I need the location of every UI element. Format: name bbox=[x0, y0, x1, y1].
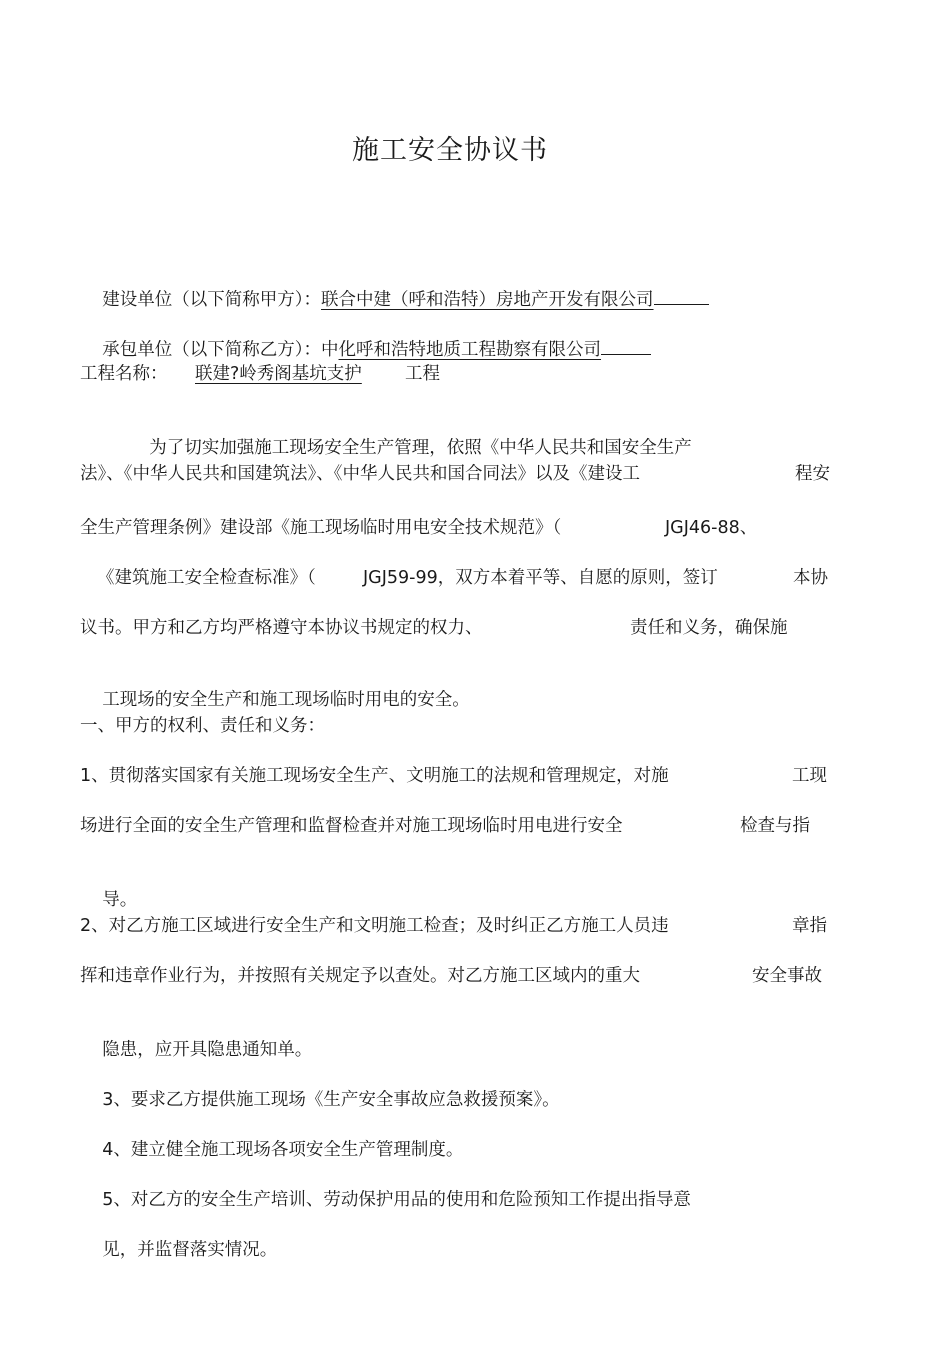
party-b-value: 化呼和浩特地质工程勘察有限公司 bbox=[338, 340, 602, 360]
intro-text: 全生产管理条例》建设部《施工现场临时用电安全技术规范》（ bbox=[80, 518, 562, 538]
intro-text: 法》、《中华人民共和国建筑法》、《中华人民共和国合同法》以及《建设工 bbox=[80, 464, 640, 484]
clause-line bbox=[80, 814, 840, 910]
party-b-label: 承包单位（以下简称乙方）： bbox=[102, 340, 322, 360]
party-b-blank bbox=[601, 336, 651, 355]
clause-text-tail: 安全事故 bbox=[752, 966, 822, 986]
clause-text: 5、对乙方的安全生产培训、劳动保护用品的使用和危险预知工作提出指导意 bbox=[102, 1190, 691, 1210]
intro-text-tail: JGJ46-88、 bbox=[665, 518, 758, 538]
intro-text-mid: JGJ59-99，双方本着平等、自愿的原则，签订 bbox=[363, 568, 718, 588]
clause-text-tail: 工现 bbox=[792, 766, 827, 786]
clause-text: 挥和违章作业行为，并按照有关规定予以查处。对乙方施工区域内的重大 bbox=[80, 966, 640, 986]
clause-text: 导。 bbox=[102, 890, 138, 910]
intro-text: 议书。甲方和乙方均严格遵守本协议书规定的权力、 bbox=[80, 618, 483, 638]
intro-text: 工现场的安全生产和施工现场临时用电的安全。 bbox=[102, 690, 470, 710]
clause-text-tail: 检查与指 bbox=[740, 816, 810, 836]
clause-text: 见，并监督落实情况。 bbox=[102, 1240, 278, 1260]
section-heading: 一、甲方的权利、责任和义务： bbox=[80, 716, 325, 736]
intro-text-tail: 本协 bbox=[793, 568, 828, 588]
party-b-value-lead: 中 bbox=[321, 340, 339, 360]
party-a-label: 建设单位（以下简称甲方）： bbox=[102, 290, 322, 310]
clause-text: 2、对乙方施工区域进行安全生产和文明施工检查；及时纠正乙方施工人员违 bbox=[80, 916, 669, 936]
project-label: 工程名称： bbox=[80, 364, 168, 384]
project-suffix: 工程 bbox=[405, 364, 440, 384]
clause-line bbox=[80, 1214, 277, 1286]
clause-text: 1、贯彻落实国家有关施工现场安全生产、文明施工的法规和管理规定，对施 bbox=[80, 766, 669, 786]
party-a-blank bbox=[654, 286, 709, 305]
clause-text: 4、建立健全施工现场各项安全生产管理制度。 bbox=[102, 1140, 464, 1160]
clause-text: 隐患，应开具隐患通知单。 bbox=[102, 1040, 313, 1060]
clause-text: 场进行全面的安全生产管理和监督检查并对施工现场临时用电进行安全 bbox=[80, 816, 623, 836]
intro-text: 为了切实加强施工现场安全生产管理，依照《中华人民共和国安全生产 bbox=[149, 438, 692, 458]
intro-text-tail: 程安 bbox=[795, 464, 830, 484]
document-title: 施工安全协议书 bbox=[352, 135, 548, 166]
party-a-value: 联合中建（呼和浩特）房地产开发有限公司 bbox=[321, 290, 654, 310]
intro-text: 《建筑施工安全检查标准》（ bbox=[97, 568, 316, 588]
project-value: 联建?岭秀阁基坑支护 bbox=[195, 364, 362, 384]
clause-text-tail: 章指 bbox=[792, 916, 827, 936]
clause-text: 3、要求乙方提供施工现场《生产安全事故应急救援预案》。 bbox=[102, 1090, 560, 1110]
intro-text-tail: 责任和义务，确保施 bbox=[630, 618, 788, 638]
